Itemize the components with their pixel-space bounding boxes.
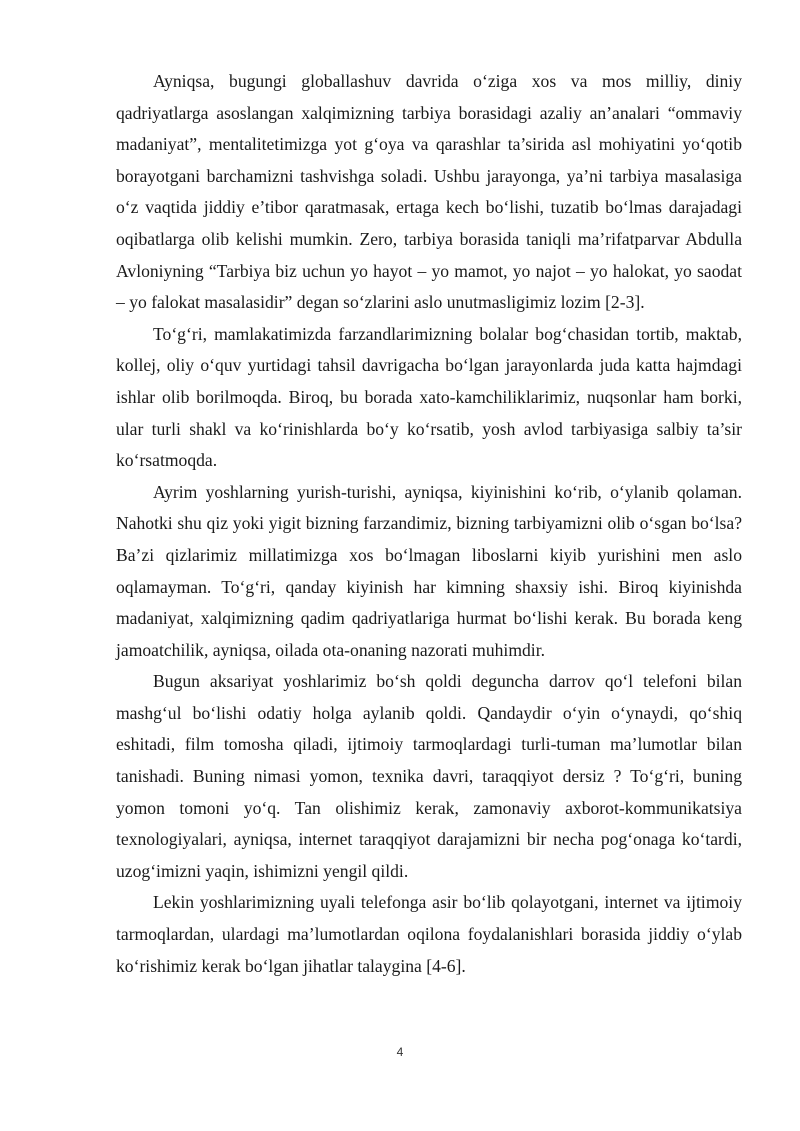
document-page-body bbox=[116, 66, 742, 982]
paragraph: Ayniqsa, bugungi globallashuv davrida oʻziga xos va mos milliy, diniy qadriyatlarga asoslangan xalqimizning tarbiya borasidagi azaliy an’analari “ommaviy madaniyat”, mentalitetimizga yot gʻoya va qarashlar ta’sirida asl mohiyatini yoʻqotib borayotgani barchamizni tashvishga soladi. Ushbu jarayonga, ya’ni tarbiya masalasiga oʻz vaqtida jiddiy e’tibor qaratmasak, ertaga kech boʻlishi, tuzatib boʻlmas darajadagi oqibatlarga olib kelishi mumkin. Zero, tarbiya borasida taniqli ma’rifatparvar Abdulla Avloniyning “Tarbiya biz uchun yo hayot – yo mamot, yo najot – yo halokat, yo saodat – yo falokat masalasidir” degan soʻzlarini aslo unutmasligimiz lozim [2-3]. bbox=[116, 71, 742, 313]
paragraph: Lekin yoshlarimizning uyali telefonga asir boʻlib qolayotgani, internet va ijtimoiy tarmoqlardan, ulardagi ma’lumotlardan oqilona foydalanishlari borasida jiddiy oʻylab koʻrishimiz kerak boʻlgan jihatlar talaygina [4-6]. bbox=[116, 892, 742, 976]
page-number: 4 bbox=[396, 1045, 404, 1059]
paragraph: Toʻgʻri, mamlakatimizda farzandlarimizning bolalar bogʻchasidan tortib, maktab, kollej, oliy oʻquv yurtidagi tahsil davrigacha boʻlgan jarayonlarda juda katta hajmdagi ishlar olib borilmoqda. Biroq, bu borada xato-kamchiliklarimiz, nuqsonlar ham borki, ular turli shakl va koʻrinishlarda boʻy koʻrsatib, yosh avlod tarbiyasiga salbiy ta’sir koʻrsatmoqda. bbox=[116, 323, 742, 471]
paragraph: Bugun aksariyat yoshlarimiz boʻsh qoldi deguncha darrov qoʻl telefoni bilan mashgʻul boʻlishi odatiy holga aylanib qoldi. Qandaydir oʻyin oʻynaydi, qoʻshiq eshitadi, film tomosha qiladi, ijtimoiy tarmoqlardagi turli-tuman ma’lumotlar bilan tanishadi. Buning nimasi yomon, texnika davri, taraqqiyot dersiz ? Toʻgʻri, buning yomon tomoni yoʻq. Tan olishimiz kerak, zamonaviy axborot-kommunikatsiya texnologiyalari, ayniqsa, internet taraqqiyot darajamizni bir necha pogʻonaga koʻtardi, uzogʻimizni yaqin, ishimizni yengil qildi. bbox=[116, 671, 742, 881]
paragraph: Ayrim yoshlarning yurish-turishi, ayniqsa, kiyinishini koʻrib, oʻylanib qolaman. Nahotki shu qiz yoki yigit bizning farzandimiz, bizning tarbiyamizni olib oʻsgan boʻlsa? Ba’zi qizlarimiz millatimizga xos boʻlmagan liboslarni kiyib yurishini men aslo oqlamayman. Toʻgʻri, qanday kiyinish har kimning shaxsiy ishi. Biroq kiyinishda madaniyat, xalqimizning qadim qadriyatlariga hurmat boʻlishi kerak. Bu borada keng jamoatchilik, ayniqsa, oilada ota-onaning nazorati muhimdir. bbox=[116, 481, 742, 660]
